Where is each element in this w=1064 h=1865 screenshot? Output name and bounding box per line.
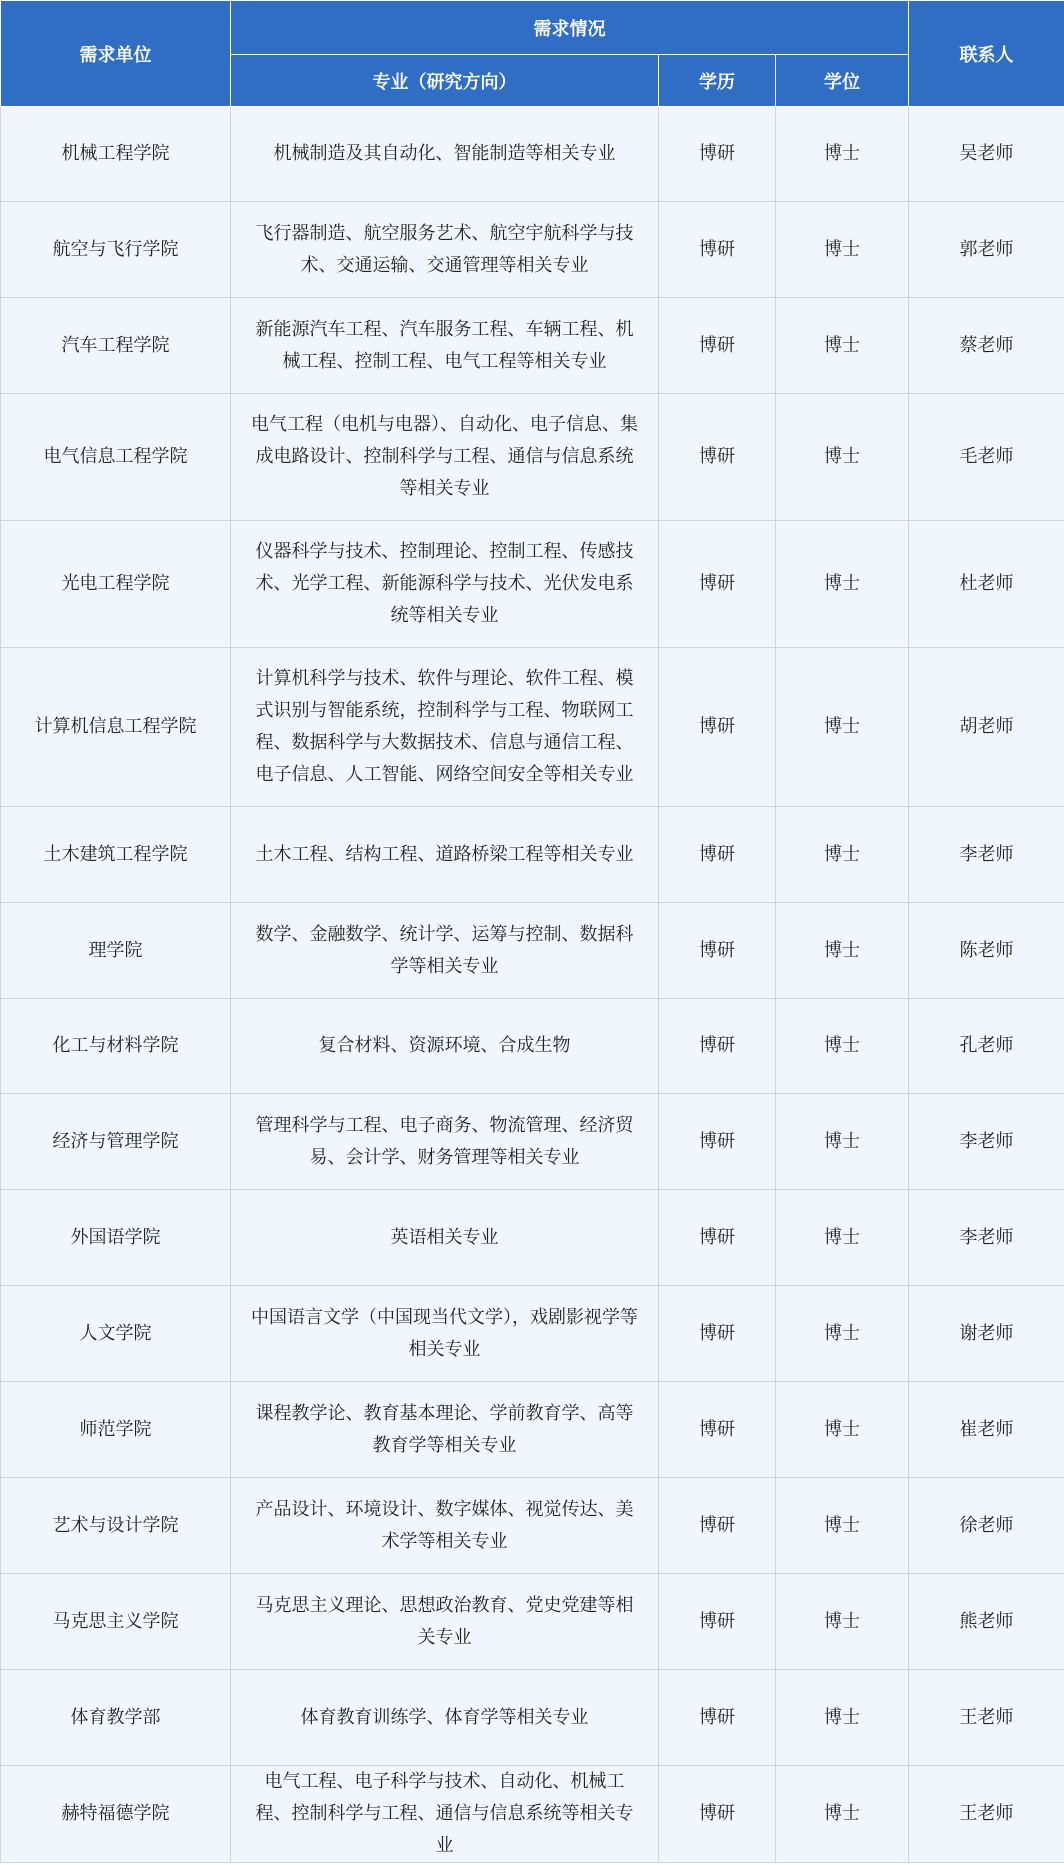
cell-contact: 李老师 (909, 1190, 1064, 1286)
cell-education: 博研 (659, 1766, 776, 1863)
cell-education: 博研 (659, 1574, 776, 1670)
cell-degree: 博士 (776, 903, 909, 999)
cell-unit: 计算机信息工程学院 (1, 648, 231, 807)
table-row (1, 1478, 1064, 1574)
cell-contact: 陈老师 (909, 903, 1064, 999)
cell-unit: 土木建筑工程学院 (1, 807, 231, 903)
cell-major: 电气工程（电机与电器）、自动化、电子信息、集成电路设计、控制科学与工程、通信与信息系统等相关专业 (231, 394, 659, 521)
table-row (1, 1670, 1064, 1766)
cell-education: 博研 (659, 1190, 776, 1286)
cell-contact: 杜老师 (909, 521, 1064, 648)
cell-degree: 博士 (776, 394, 909, 521)
header-education: 学历 (659, 55, 776, 107)
cell-education: 博研 (659, 648, 776, 807)
table-header (1, 1, 1064, 107)
table-body (1, 107, 1064, 1863)
cell-unit: 经济与管理学院 (1, 1094, 231, 1190)
cell-contact: 孔老师 (909, 999, 1064, 1094)
cell-major: 仪器科学与技术、控制理论、控制工程、传感技术、光学工程、新能源科学与技术、光伏发电系统等相关专业 (231, 521, 659, 648)
cell-unit: 航空与飞行学院 (1, 202, 231, 298)
cell-education: 博研 (659, 903, 776, 999)
cell-education: 博研 (659, 107, 776, 202)
table-row (1, 298, 1064, 394)
cell-major: 飞行器制造、航空服务艺术、航空宇航科学与技术、交通运输、交通管理等相关专业 (231, 202, 659, 298)
cell-education: 博研 (659, 298, 776, 394)
cell-education: 博研 (659, 807, 776, 903)
cell-degree: 博士 (776, 521, 909, 648)
cell-unit: 电气信息工程学院 (1, 394, 231, 521)
cell-contact: 徐老师 (909, 1478, 1064, 1574)
cell-major: 复合材料、资源环境、合成生物 (231, 999, 659, 1094)
cell-education: 博研 (659, 1286, 776, 1382)
header-degree: 学位 (776, 55, 909, 107)
table-row (1, 394, 1064, 521)
cell-contact: 李老师 (909, 1094, 1064, 1190)
table-row (1, 1190, 1064, 1286)
table-row (1, 1382, 1064, 1478)
cell-major: 产品设计、环境设计、数字媒体、视觉传达、美术学等相关专业 (231, 1478, 659, 1574)
cell-major: 管理科学与工程、电子商务、物流管理、经济贸易、会计学、财务管理等相关专业 (231, 1094, 659, 1190)
table-row (1, 521, 1064, 648)
table-row (1, 648, 1064, 807)
cell-major: 新能源汽车工程、汽车服务工程、车辆工程、机械工程、控制工程、电气工程等相关专业 (231, 298, 659, 394)
cell-contact: 谢老师 (909, 1286, 1064, 1382)
cell-unit: 人文学院 (1, 1286, 231, 1382)
cell-contact: 熊老师 (909, 1574, 1064, 1670)
cell-unit: 艺术与设计学院 (1, 1478, 231, 1574)
cell-degree: 博士 (776, 1670, 909, 1766)
cell-degree: 博士 (776, 1190, 909, 1286)
cell-major: 机械制造及其自动化、智能制造等相关专业 (231, 107, 659, 202)
table-row (1, 1286, 1064, 1382)
cell-contact: 胡老师 (909, 648, 1064, 807)
cell-degree: 博士 (776, 1766, 909, 1863)
cell-unit: 赫特福德学院 (1, 1766, 231, 1863)
cell-contact: 蔡老师 (909, 298, 1064, 394)
cell-major: 课程教学论、教育基本理论、学前教育学、高等教育学等相关专业 (231, 1382, 659, 1478)
header-unit: 需求单位 (1, 1, 231, 107)
header-contact: 联系人 (909, 1, 1064, 107)
cell-degree: 博士 (776, 648, 909, 807)
cell-degree: 博士 (776, 1286, 909, 1382)
cell-degree: 博士 (776, 202, 909, 298)
table-row (1, 999, 1064, 1094)
cell-degree: 博士 (776, 298, 909, 394)
cell-major: 马克思主义理论、思想政治教育、党史党建等相关专业 (231, 1574, 659, 1670)
cell-degree: 博士 (776, 1094, 909, 1190)
cell-degree: 博士 (776, 807, 909, 903)
cell-major: 电气工程、电子科学与技术、自动化、机械工程、控制科学与工程、通信与信息系统等相关专业 (231, 1766, 659, 1863)
cell-unit: 汽车工程学院 (1, 298, 231, 394)
table-row (1, 202, 1064, 298)
table-row (1, 807, 1064, 903)
cell-major: 中国语言文学（中国现当代文学），戏剧影视学等相关专业 (231, 1286, 659, 1382)
table-row (1, 1094, 1064, 1190)
cell-education: 博研 (659, 999, 776, 1094)
cell-major: 数学、金融数学、统计学、运筹与控制、数据科学等相关专业 (231, 903, 659, 999)
cell-degree: 博士 (776, 107, 909, 202)
cell-unit: 机械工程学院 (1, 107, 231, 202)
cell-degree: 博士 (776, 999, 909, 1094)
cell-contact: 崔老师 (909, 1382, 1064, 1478)
cell-education: 博研 (659, 394, 776, 521)
cell-degree: 博士 (776, 1478, 909, 1574)
cell-unit: 理学院 (1, 903, 231, 999)
table-row (1, 1574, 1064, 1670)
cell-education: 博研 (659, 1094, 776, 1190)
table-row (1, 1766, 1064, 1863)
cell-major: 英语相关专业 (231, 1190, 659, 1286)
cell-degree: 博士 (776, 1574, 909, 1670)
cell-contact: 毛老师 (909, 394, 1064, 521)
cell-major: 计算机科学与技术、软件与理论、软件工程、模式识别与智能系统，控制科学与工程、物联网工程、数据科学与大数据技术、信息与通信工程、电子信息、人工智能、网络空间安全等相关专业 (231, 648, 659, 807)
cell-major: 体育教育训练学、体育学等相关专业 (231, 1670, 659, 1766)
cell-contact: 王老师 (909, 1766, 1064, 1863)
cell-contact: 王老师 (909, 1670, 1064, 1766)
cell-contact: 吴老师 (909, 107, 1064, 202)
header-demand: 需求情况 (231, 1, 909, 55)
header-major: 专业（研究方向） (231, 55, 659, 107)
cell-major: 土木工程、结构工程、道路桥梁工程等相关专业 (231, 807, 659, 903)
cell-degree: 博士 (776, 1382, 909, 1478)
cell-education: 博研 (659, 1382, 776, 1478)
cell-education: 博研 (659, 202, 776, 298)
table-row (1, 107, 1064, 202)
cell-unit: 外国语学院 (1, 1190, 231, 1286)
table-row (1, 903, 1064, 999)
cell-unit: 马克思主义学院 (1, 1574, 231, 1670)
cell-unit: 光电工程学院 (1, 521, 231, 648)
cell-unit: 化工与材料学院 (1, 999, 231, 1094)
cell-contact: 李老师 (909, 807, 1064, 903)
cell-contact: 郭老师 (909, 202, 1064, 298)
cell-unit: 体育教学部 (1, 1670, 231, 1766)
cell-education: 博研 (659, 1670, 776, 1766)
cell-unit: 师范学院 (1, 1382, 231, 1478)
cell-education: 博研 (659, 1478, 776, 1574)
cell-education: 博研 (659, 521, 776, 648)
